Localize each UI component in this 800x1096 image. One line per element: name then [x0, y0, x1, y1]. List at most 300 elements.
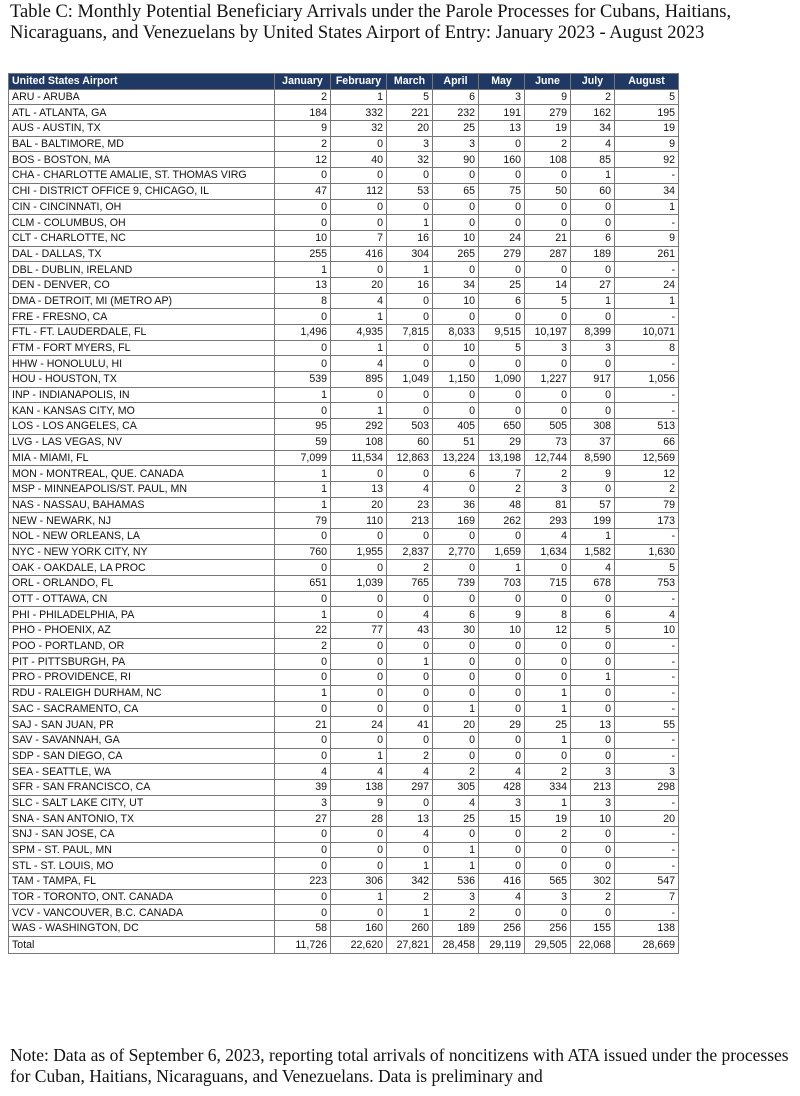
arrivals-cell: 37: [571, 434, 615, 450]
arrivals-cell: 3: [433, 136, 479, 152]
arrivals-cell: 2: [525, 136, 571, 152]
arrivals-cell: 27: [571, 277, 615, 293]
arrivals-cell: 1,496: [275, 325, 331, 341]
arrivals-cell: 9: [571, 466, 615, 482]
arrivals-cell: 2: [615, 481, 679, 497]
arrivals-cell: 1: [479, 560, 525, 576]
airport-cell: CHI - DISTRICT OFFICE 9, CHICAGO, IL: [9, 183, 275, 199]
arrivals-cell: 0: [525, 356, 571, 372]
arrivals-cell: 0: [275, 591, 331, 607]
arrivals-cell: 0: [433, 827, 479, 843]
arrivals-cell: 428: [479, 779, 525, 795]
arrivals-cell: 173: [615, 513, 679, 529]
arrivals-cell: 0: [571, 827, 615, 843]
arrivals-cell: 5: [387, 89, 433, 105]
arrivals-cell: 21: [525, 230, 571, 246]
arrivals-cell: 1,955: [331, 544, 387, 560]
header-cell: United States Airport: [9, 74, 275, 90]
arrivals-cell: 0: [525, 748, 571, 764]
arrivals-cell: 0: [571, 638, 615, 654]
note-text: Note: Data as of September 6, 2023, reporting total arrivals of noncitizens with ATA issued under the processes for Cuban, Haitians, Nicaraguans, and Venezuelans. Data is preliminary and: [10, 1045, 789, 1086]
airport-cell: TAM - TAMPA, FL: [9, 874, 275, 890]
table-row: [9, 732, 679, 748]
arrivals-cell: -: [615, 905, 679, 921]
arrivals-cell: 0: [433, 591, 479, 607]
arrivals-cell: 0: [571, 262, 615, 278]
arrivals-cell: 302: [571, 874, 615, 890]
arrivals-cell: 40: [331, 152, 387, 168]
arrivals-cell: 1: [571, 293, 615, 309]
arrivals-cell: 73: [525, 434, 571, 450]
arrivals-cell: 0: [433, 685, 479, 701]
arrivals-cell: -: [615, 670, 679, 686]
header-cell: March: [387, 74, 433, 90]
arrivals-cell: 8,033: [433, 325, 479, 341]
arrivals-cell: 0: [275, 827, 331, 843]
table-row: [9, 513, 679, 529]
arrivals-cell: 1,634: [525, 544, 571, 560]
arrivals-cell: 1: [615, 199, 679, 215]
arrivals-cell: 0: [479, 199, 525, 215]
table-body: [9, 89, 679, 936]
arrivals-cell: 305: [433, 779, 479, 795]
arrivals-cell: 57: [571, 497, 615, 513]
arrivals-cell: 0: [331, 168, 387, 184]
airport-cell: PHO - PHOENIX, AZ: [9, 623, 275, 639]
arrivals-cell: 1: [525, 701, 571, 717]
arrivals-cell: 9: [525, 89, 571, 105]
table-row: [9, 544, 679, 560]
arrivals-cell: -: [615, 842, 679, 858]
arrivals-cell: 1: [571, 168, 615, 184]
arrivals-cell: 2: [525, 764, 571, 780]
arrivals-cell: 50: [525, 183, 571, 199]
arrivals-cell: 19: [615, 121, 679, 137]
arrivals-cell: 7: [479, 466, 525, 482]
arrivals-cell: 0: [433, 309, 479, 325]
arrivals-cell: 1: [275, 607, 331, 623]
table-row: [9, 560, 679, 576]
arrivals-cell: 0: [433, 403, 479, 419]
arrivals-cell: 10: [433, 293, 479, 309]
arrivals-cell: 160: [479, 152, 525, 168]
arrivals-cell: 7,815: [387, 325, 433, 341]
arrivals-cell: 0: [275, 168, 331, 184]
arrivals-cell: 60: [387, 434, 433, 450]
arrivals-cell: 1: [571, 670, 615, 686]
table-row: [9, 685, 679, 701]
airport-cell: LOS - LOS ANGELES, CA: [9, 419, 275, 435]
arrivals-cell: 1: [331, 89, 387, 105]
total-label: Total: [9, 936, 275, 953]
arrivals-cell: 0: [525, 403, 571, 419]
header-cell: February: [331, 74, 387, 90]
arrivals-cell: 0: [571, 591, 615, 607]
arrivals-cell: 81: [525, 497, 571, 513]
arrivals-cell: 1: [331, 889, 387, 905]
arrivals-cell: 0: [571, 387, 615, 403]
airport-cell: LVG - LAS VEGAS, NV: [9, 434, 275, 450]
arrivals-cell: 10: [275, 230, 331, 246]
arrivals-cell: 0: [331, 136, 387, 152]
arrivals-cell: -: [615, 858, 679, 874]
arrivals-cell: 0: [525, 905, 571, 921]
arrivals-cell: -: [615, 528, 679, 544]
arrivals-cell: 1: [615, 293, 679, 309]
table-row: [9, 811, 679, 827]
arrivals-cell: 0: [387, 638, 433, 654]
arrivals-cell: 0: [275, 732, 331, 748]
arrivals-cell: 0: [525, 199, 571, 215]
arrivals-cell: -: [615, 701, 679, 717]
arrivals-cell: 12,744: [525, 450, 571, 466]
total-cell: 28,669: [615, 936, 679, 953]
arrivals-cell: 0: [479, 356, 525, 372]
arrivals-cell: 650: [479, 419, 525, 435]
airport-cell: MON - MONTREAL, QUE. CANADA: [9, 466, 275, 482]
arrivals-cell: 2: [387, 748, 433, 764]
arrivals-cell: 221: [387, 105, 433, 121]
arrivals-cell: -: [615, 685, 679, 701]
table-row: [9, 528, 679, 544]
arrivals-cell: 256: [479, 921, 525, 937]
arrivals-cell: 297: [387, 779, 433, 795]
airport-cell: CIN - CINCINNATI, OH: [9, 199, 275, 215]
arrivals-cell: 4: [387, 607, 433, 623]
arrivals-cell: 5: [615, 560, 679, 576]
arrivals-cell: 0: [479, 905, 525, 921]
arrivals-cell: 0: [331, 701, 387, 717]
arrivals-cell: 1: [525, 795, 571, 811]
table-row: [9, 874, 679, 890]
arrivals-cell: 1: [525, 685, 571, 701]
arrivals-cell: 0: [571, 215, 615, 231]
arrivals-cell: 4,935: [331, 325, 387, 341]
arrivals-cell: 79: [615, 497, 679, 513]
table-row: [9, 403, 679, 419]
arrivals-cell: -: [615, 638, 679, 654]
arrivals-cell: 0: [571, 858, 615, 874]
header-cell: June: [525, 74, 571, 90]
arrivals-cell: 95: [275, 419, 331, 435]
arrivals-cell: 10,071: [615, 325, 679, 341]
arrivals-cell: 0: [331, 858, 387, 874]
arrivals-cell: 0: [571, 905, 615, 921]
arrivals-cell: 0: [331, 199, 387, 215]
table-row: [9, 717, 679, 733]
arrivals-cell: 2,837: [387, 544, 433, 560]
airport-cell: DAL - DALLAS, TX: [9, 246, 275, 262]
arrivals-cell: 6: [433, 89, 479, 105]
arrivals-cell: 1: [275, 481, 331, 497]
arrivals-cell: -: [615, 168, 679, 184]
arrivals-cell: 16: [387, 230, 433, 246]
arrivals-cell: 0: [275, 670, 331, 686]
arrivals-cell: 0: [433, 670, 479, 686]
table-row: [9, 905, 679, 921]
arrivals-cell: -: [615, 356, 679, 372]
arrivals-cell: 0: [479, 685, 525, 701]
arrivals-cell: 0: [331, 262, 387, 278]
arrivals-cell: 0: [387, 701, 433, 717]
airport-cell: FTL - FT. LAUDERDALE, FL: [9, 325, 275, 341]
arrivals-cell: 0: [571, 842, 615, 858]
header-cell: July: [571, 74, 615, 90]
table-row: [9, 497, 679, 513]
arrivals-cell: 0: [331, 842, 387, 858]
table-row: [9, 701, 679, 717]
arrivals-cell: 265: [433, 246, 479, 262]
arrivals-cell: 13,198: [479, 450, 525, 466]
airport-cell: OTT - OTTAWA, CN: [9, 591, 275, 607]
airport-cell: SPM - ST. PAUL, MN: [9, 842, 275, 858]
table-row: [9, 450, 679, 466]
arrivals-cell: 223: [275, 874, 331, 890]
arrivals-cell: 1: [571, 528, 615, 544]
arrivals-cell: 13,224: [433, 450, 479, 466]
arrivals-cell: 0: [479, 262, 525, 278]
arrivals-cell: 0: [275, 309, 331, 325]
arrivals-cell: 1: [275, 262, 331, 278]
arrivals-cell: 0: [331, 827, 387, 843]
airport-cell: SFR - SAN FRANCISCO, CA: [9, 779, 275, 795]
arrivals-cell: 3: [479, 795, 525, 811]
arrivals-cell: 0: [525, 560, 571, 576]
arrivals-cell: 12,863: [387, 450, 433, 466]
airport-cell: PHI - PHILADELPHIA, PA: [9, 607, 275, 623]
arrivals-cell: 9: [615, 230, 679, 246]
arrivals-cell: 1,056: [615, 372, 679, 388]
arrivals-cell: 678: [571, 576, 615, 592]
arrivals-cell: 0: [571, 199, 615, 215]
arrivals-cell: 0: [525, 168, 571, 184]
arrivals-cell: 1: [331, 309, 387, 325]
table-row: [9, 764, 679, 780]
arrivals-cell: 0: [331, 215, 387, 231]
table-row: [9, 654, 679, 670]
arrivals-cell: 293: [525, 513, 571, 529]
arrivals-cell: 760: [275, 544, 331, 560]
arrivals-cell: 715: [525, 576, 571, 592]
airport-cell: POO - PORTLAND, OR: [9, 638, 275, 654]
arrivals-cell: 47: [275, 183, 331, 199]
arrivals-cell: 13: [331, 481, 387, 497]
arrivals-cell: 0: [331, 670, 387, 686]
arrivals-cell: 5: [479, 340, 525, 356]
arrivals-cell: 2,770: [433, 544, 479, 560]
arrivals-cell: 4: [479, 764, 525, 780]
arrivals-cell: 4: [387, 481, 433, 497]
airport-cell: HOU - HOUSTON, TX: [9, 372, 275, 388]
arrivals-cell: 0: [387, 670, 433, 686]
arrivals-cell: -: [615, 262, 679, 278]
arrivals-cell: 0: [433, 481, 479, 497]
arrivals-cell: 0: [479, 858, 525, 874]
arrivals-cell: 256: [525, 921, 571, 937]
arrivals-cell: 0: [433, 387, 479, 403]
airport-cell: INP - INDIANAPOLIS, IN: [9, 387, 275, 403]
airport-cell: VCV - VANCOUVER, B.C. CANADA: [9, 905, 275, 921]
arrivals-cell: 306: [331, 874, 387, 890]
table-row: [9, 340, 679, 356]
table-row: [9, 387, 679, 403]
arrivals-cell: 2: [387, 889, 433, 905]
arrivals-cell: 0: [525, 858, 571, 874]
arrivals-cell: 10: [433, 230, 479, 246]
arrivals-cell: 7: [615, 889, 679, 905]
table-row: [9, 858, 679, 874]
arrivals-cell: 279: [479, 246, 525, 262]
arrivals-cell: 12,569: [615, 450, 679, 466]
arrivals-cell: 1,049: [387, 372, 433, 388]
arrivals-cell: 110: [331, 513, 387, 529]
table-row: [9, 779, 679, 795]
airport-cell: SDP - SAN DIEGO, CA: [9, 748, 275, 764]
arrivals-cell: 169: [433, 513, 479, 529]
arrivals-cell: 10: [571, 811, 615, 827]
airport-cell: HHW - HONOLULU, HI: [9, 356, 275, 372]
arrivals-cell: 0: [479, 732, 525, 748]
airport-cell: PIT - PITTSBURGH, PA: [9, 654, 275, 670]
arrivals-cell: 24: [615, 277, 679, 293]
arrivals-cell: 0: [571, 732, 615, 748]
arrivals-cell: 20: [331, 277, 387, 293]
arrivals-cell: 15: [479, 811, 525, 827]
arrivals-cell: 43: [387, 623, 433, 639]
arrivals-cell: 0: [525, 670, 571, 686]
arrivals-cell: 4: [525, 528, 571, 544]
arrivals-cell: 9,515: [479, 325, 525, 341]
arrivals-cell: 0: [275, 356, 331, 372]
arrivals-cell: 13: [387, 811, 433, 827]
table-row: [9, 136, 679, 152]
airport-cell: WAS - WASHINGTON, DC: [9, 921, 275, 937]
airport-cell: SLC - SALT LAKE CITY, UT: [9, 795, 275, 811]
table-row: [9, 623, 679, 639]
table-row: [9, 168, 679, 184]
arrivals-cell: 2: [275, 136, 331, 152]
airport-cell: SAJ - SAN JUAN, PR: [9, 717, 275, 733]
table-row: [9, 309, 679, 325]
header-row: [9, 74, 679, 90]
arrivals-cell: 3: [275, 795, 331, 811]
arrivals-cell: 261: [615, 246, 679, 262]
table-row: [9, 638, 679, 654]
arrivals-cell: 0: [571, 748, 615, 764]
table-title: Table C: Monthly Potential Beneficiary Arrivals under the Parole Processes for Cubans, Haitians, Nicaraguans, and Venezuelans by United States Airport of Entry: January 2023 - August 2023: [10, 2, 732, 43]
arrivals-cell: 4: [571, 136, 615, 152]
arrivals-cell: 405: [433, 419, 479, 435]
arrivals-cell: 0: [571, 403, 615, 419]
arrivals-cell: 4: [571, 560, 615, 576]
table-row: [9, 152, 679, 168]
airport-cell: FTM - FORT MYERS, FL: [9, 340, 275, 356]
arrivals-cell: 59: [275, 434, 331, 450]
arrivals-cell: 0: [275, 701, 331, 717]
table-row: [9, 434, 679, 450]
table-row: [9, 230, 679, 246]
airport-cell: AUS - AUSTIN, TX: [9, 121, 275, 137]
arrivals-cell: 25: [433, 811, 479, 827]
arrivals-cell: 8,399: [571, 325, 615, 341]
arrivals-cell: 20: [615, 811, 679, 827]
arrivals-cell: 3: [571, 340, 615, 356]
arrivals-cell: 0: [387, 528, 433, 544]
arrivals-cell: 0: [479, 701, 525, 717]
arrivals-cell: 0: [331, 685, 387, 701]
arrivals-cell: 30: [433, 623, 479, 639]
arrivals-cell: 16: [387, 277, 433, 293]
airport-cell: DEN - DENVER, CO: [9, 277, 275, 293]
arrivals-cell: 332: [331, 105, 387, 121]
arrivals-cell: 4: [433, 795, 479, 811]
arrivals-cell: 0: [479, 842, 525, 858]
arrivals-cell: 0: [433, 199, 479, 215]
arrivals-cell: 2: [433, 764, 479, 780]
arrivals-cell: 12: [275, 152, 331, 168]
arrivals-cell: 9: [615, 136, 679, 152]
arrivals-cell: 0: [479, 403, 525, 419]
arrivals-cell: 547: [615, 874, 679, 890]
arrivals-cell: 0: [433, 638, 479, 654]
airport-cell: SNJ - SAN JOSE, CA: [9, 827, 275, 843]
total-cell: 11,726: [275, 936, 331, 953]
arrivals-cell: 0: [479, 654, 525, 670]
arrivals-cell: 0: [331, 732, 387, 748]
arrivals-cell: 60: [571, 183, 615, 199]
arrivals-cell: 2: [571, 889, 615, 905]
arrivals-cell: 2: [387, 560, 433, 576]
arrivals-cell: 0: [331, 528, 387, 544]
airport-cell: SEA - SEATTLE, WA: [9, 764, 275, 780]
arrivals-cell: 539: [275, 372, 331, 388]
airport-cell: NEW - NEWARK, NJ: [9, 513, 275, 529]
arrivals-cell: 2: [275, 89, 331, 105]
arrivals-cell: 304: [387, 246, 433, 262]
arrivals-cell: 0: [387, 732, 433, 748]
table-row: [9, 607, 679, 623]
arrivals-cell: 0: [433, 215, 479, 231]
arrivals-cell: 334: [525, 779, 571, 795]
arrivals-cell: 298: [615, 779, 679, 795]
arrivals-cell: 28: [331, 811, 387, 827]
arrivals-cell: 3: [615, 764, 679, 780]
arrivals-cell: 90: [433, 152, 479, 168]
table-row: [9, 246, 679, 262]
arrivals-cell: 10,197: [525, 325, 571, 341]
table-row: [9, 748, 679, 764]
table-row: [9, 325, 679, 341]
arrivals-cell: 1,039: [331, 576, 387, 592]
arrivals-cell: 0: [331, 560, 387, 576]
table-row: [9, 277, 679, 293]
arrivals-cell: 36: [433, 497, 479, 513]
arrivals-cell: 1: [387, 215, 433, 231]
arrivals-cell: 0: [275, 654, 331, 670]
arrivals-cell: 12: [525, 623, 571, 639]
arrivals-cell: 1: [331, 403, 387, 419]
arrivals-cell: 0: [275, 748, 331, 764]
arrivals-cell: 75: [479, 183, 525, 199]
arrivals-cell: 4: [331, 293, 387, 309]
arrivals-cell: -: [615, 591, 679, 607]
arrivals-cell: 8,590: [571, 450, 615, 466]
arrivals-cell: 108: [525, 152, 571, 168]
arrivals-cell: 3: [525, 481, 571, 497]
arrivals-cell: 255: [275, 246, 331, 262]
arrivals-cell: 292: [331, 419, 387, 435]
arrivals-cell: 6: [571, 230, 615, 246]
